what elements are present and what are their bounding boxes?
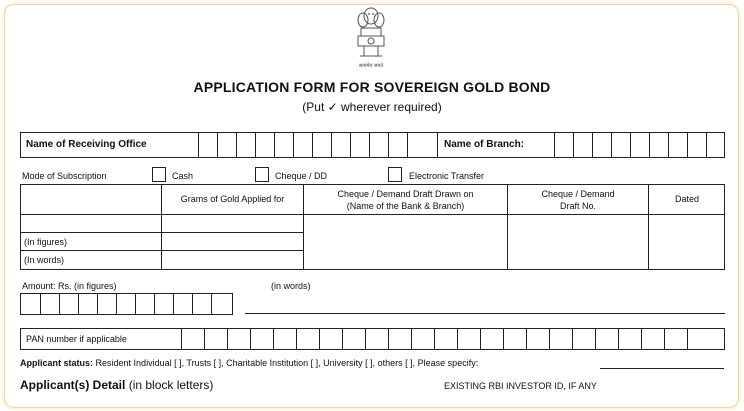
receiving-office-input[interactable]: [198, 133, 426, 157]
cheque-no-header-line2: Draft No.: [559, 201, 596, 211]
in-words-label: (In words): [24, 255, 65, 265]
national-emblem-icon: [350, 4, 392, 60]
pan-input[interactable]: [181, 329, 710, 349]
amount-in-words-label: (in words): [271, 281, 311, 291]
dated-input[interactable]: [649, 215, 725, 269]
branch-label: Name of Branch:: [444, 139, 525, 150]
cheque-no-input[interactable]: [508, 215, 648, 269]
mode-of-subscription-label: Mode of Subscription: [22, 171, 107, 181]
applicant-detail-note: (in block letters): [125, 378, 214, 392]
amount-figures-input[interactable]: [20, 293, 233, 315]
amount-in-words-input[interactable]: [245, 313, 725, 314]
dated-header: Dated: [674, 194, 700, 204]
pan-label: PAN number if applicable: [26, 334, 127, 344]
applicant-status-row: [20, 358, 478, 368]
drawn-on-header-line1: Cheque / Demand Draft Drawn on: [337, 189, 474, 199]
amount-label: Amount: Rs. (in figures): [22, 281, 117, 291]
grams-header: Grams of Gold Applied for: [180, 194, 285, 204]
in-figures-label: (In figures): [24, 237, 68, 247]
electronic-transfer-checkbox[interactable]: [388, 167, 402, 182]
cash-label: Cash: [172, 171, 194, 181]
investor-id-label: EXISTING RBI INVESTOR ID, IF ANY: [444, 381, 597, 391]
electronic-transfer-label: Electronic Transfer: [409, 171, 485, 181]
form-title: APPLICATION FORM FOR SOVEREIGN GOLD BOND: [193, 79, 551, 95]
cheque-no-header-line1: Cheque / Demand: [541, 189, 615, 199]
applicant-status-options: Resident Individual [ ], Trusts [ ], Charitable Institution [ ], University [ ], others [ ], Please specify:: [95, 358, 479, 368]
cheque-dd-checkbox[interactable]: [255, 167, 269, 182]
applicant-status-label: Applicant status:: [20, 358, 94, 368]
emblem-caption: सत्यमेव जयते: [358, 63, 384, 69]
form-subtitle: (Put ✓ wherever required): [302, 100, 442, 114]
drawn-on-header-line2: (Name of the Bank & Branch): [346, 201, 465, 211]
cash-checkbox[interactable]: [152, 167, 166, 182]
drawn-on-input[interactable]: [304, 215, 507, 269]
grams-input[interactable]: [162, 215, 303, 269]
applicant-detail-heading: [20, 378, 213, 392]
please-specify-input[interactable]: [600, 368, 724, 369]
cheque-dd-label: Cheque / DD: [275, 171, 328, 181]
branch-input[interactable]: [554, 133, 725, 157]
receiving-office-label: Name of Receiving Office: [26, 139, 147, 150]
applicant-detail-label: Applicant(s) Detail: [20, 378, 126, 392]
